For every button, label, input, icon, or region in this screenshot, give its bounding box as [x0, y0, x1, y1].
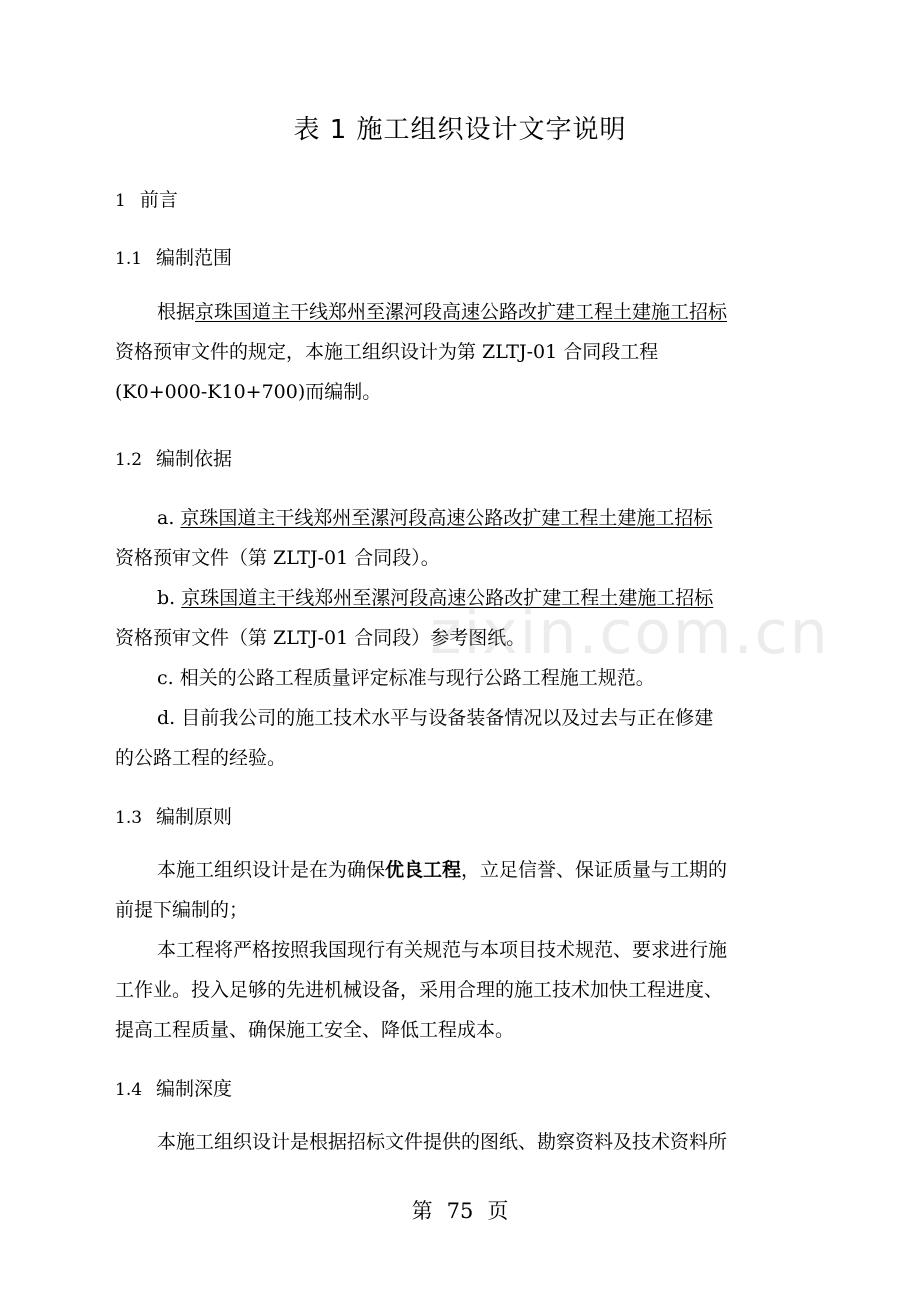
project-name-link-text: 京珠国道主干线郑州至漯河段高速公路改扩建工程土建施工招标 [195, 301, 728, 323]
section-heading-1-1 [115, 244, 232, 273]
section-heading-1-2 [115, 445, 232, 474]
scope-paragraph [115, 292, 805, 412]
principle-line-2: 前提下编制的； [115, 899, 249, 921]
depth-paragraph [115, 1122, 805, 1162]
scope-line-2: 资格预审文件的规定，本施工组织设计为第 ZLTJ-01 合同段工程 [115, 341, 659, 363]
emphasis-text: 优良工程 [385, 859, 462, 881]
section-label: 编制深度 [156, 1078, 233, 1100]
principle-text: ，立足信誉、保证质量与工期的 [461, 859, 728, 881]
section-heading-1-4 [115, 1075, 232, 1104]
page-title: 表 1 施工组织设计文字说明 [293, 115, 627, 145]
section-label: 编制范围 [156, 247, 233, 269]
page-footer [0, 1196, 920, 1226]
depth-line-1: 本施工组织设计是根据招标文件提供的图纸、勘察资料及技术资料所 [157, 1131, 728, 1153]
section-heading-1-3 [115, 803, 232, 832]
basis-item-b-cont: 资格预审文件（第 ZLTJ-01 合同段）参考图纸。 [115, 627, 526, 649]
basis-item-a [115, 498, 805, 538]
project-name-text: 京珠国道主干线郑州至漯河段高速公路改扩建工程土建施工招标 [181, 587, 714, 609]
basis-item-a-cont: 资格预审文件（第 ZLTJ-01 合同段）。 [115, 547, 440, 569]
principle-line-4: 工作业。投入足够的先进机械设备，采用合理的施工技术加快工程进度、 [115, 979, 724, 1001]
list-marker: b. [157, 587, 182, 609]
section-number: 1.4 [115, 1080, 143, 1100]
footer-suffix: 页 [487, 1199, 509, 1223]
principle-line-1 [115, 850, 805, 890]
section-heading-1 [115, 186, 178, 215]
project-name-text: 京珠国道主干线郑州至漯河段高速公路改扩建工程土建施工招标 [180, 507, 713, 529]
section-number: 1 [115, 191, 126, 211]
list-marker: a. [157, 507, 181, 529]
principle-text: 本施工组织设计是在为确保 [157, 859, 386, 881]
section-number: 1.1 [115, 249, 143, 269]
section-number: 1.3 [115, 808, 143, 828]
basis-item-d-cont: 的公路工程的经验。 [115, 747, 287, 769]
section-label: 编制原则 [156, 806, 233, 828]
principle-line-5: 提高工程质量、确保施工安全、降低工程成本。 [115, 1019, 515, 1041]
basis-item-d: d. 目前我公司的施工技术水平与设备装备情况以及过去与正在修建 [157, 707, 714, 729]
section-label: 编制依据 [156, 448, 233, 470]
scope-lead: 根据 [157, 301, 196, 323]
scope-line-1 [115, 292, 805, 332]
principle-paragraph [115, 850, 805, 1050]
scope-line-3: (K0+000-K10+700)而编制。 [115, 381, 382, 403]
watermark: zixin.com.cn [430, 598, 830, 668]
section-number: 1.2 [115, 450, 143, 470]
footer-prefix: 第 [411, 1199, 433, 1223]
section-label: 前言 [139, 189, 178, 211]
page-number: 75 [446, 1199, 474, 1223]
basis-item-c: c. 相关的公路工程质量评定标准与现行公路工程施工规范。 [157, 667, 655, 689]
principle-line-3: 本工程将严格按照我国现行有关规范与本项目技术规范、要求进行施 [157, 939, 728, 961]
